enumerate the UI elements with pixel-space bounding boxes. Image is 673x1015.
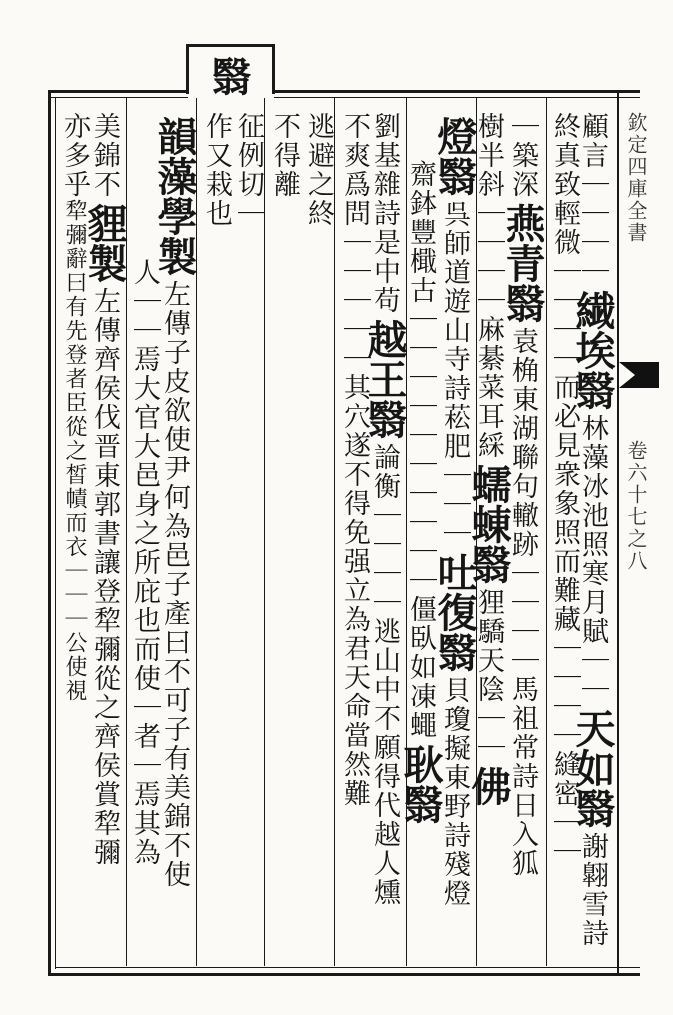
top-border-rule-thin: [48, 97, 188, 98]
gutter-left-rule: [617, 90, 619, 976]
body-text: 不得離: [269, 112, 300, 199]
fishtail-mark: [619, 362, 659, 388]
column-divider: [264, 98, 265, 966]
body-text: 樹半斜｜｜｜｜麻綦菜耳綵: [473, 112, 504, 460]
body-text: ｜築深: [507, 112, 538, 199]
text-column: [81, 112, 128, 867]
body-text: 亦多乎: [59, 112, 90, 199]
annotation-text: 犂彌辭曰有先登者臣從之皙幘而衣｜｜｜公使視: [62, 199, 87, 703]
head-box-right-edge: [272, 44, 275, 94]
body-text: 謝翺雪詩: [577, 832, 608, 948]
headword: 繊埃翳: [569, 290, 616, 410]
text-column: [548, 112, 578, 866]
text-column: [361, 112, 408, 907]
body-text: 袁桷東湖聯句轍跡｜｜｜｜馬祖常詩日入狐: [507, 327, 538, 878]
body-text: 美錦不: [89, 112, 120, 199]
headword: 佛: [465, 766, 512, 806]
text-column: [397, 160, 444, 828]
text-column: [268, 112, 298, 199]
gutter-book-title: 欽定四庫全書: [624, 112, 648, 244]
text-column: [151, 112, 198, 889]
body-text: 林藻冰池照寒月賦｜｜: [577, 414, 608, 704]
headword: 蠕蝀翳: [465, 464, 512, 584]
body-text: 作又栽也: [201, 112, 232, 228]
body-text: 貝瓊擬東野詩殘燈: [439, 676, 470, 908]
headword: 貍製: [81, 203, 128, 283]
headword: 韻藻學製: [151, 116, 198, 276]
body-text: 論衡｜｜｜｜逃山中不願得代越人燻: [369, 443, 400, 907]
head-box-left-edge: [186, 44, 189, 94]
body-text: 左傳齊侯伐晋東郭書讓登犂彌從之齊侯賞犂彌: [89, 287, 120, 867]
bottom-border-rule: [48, 973, 640, 976]
headword: 吐復翳: [431, 552, 478, 672]
body-text: 劉基雜詩是中苟: [369, 112, 400, 315]
bottom-border-rule-thin: [55, 967, 640, 968]
left-border-rule-thin: [55, 97, 56, 969]
body-text: 齋鉢豐檝古｜｜｜｜｜｜｜｜｜｜僵臥如凍蠅: [405, 160, 436, 740]
body-text: 不爽爲問｜｜｜｜｜其穴遂不得免强立為君天命當然難: [339, 112, 370, 808]
head-character: 翳: [205, 56, 252, 96]
text-column: [58, 112, 88, 703]
body-text: 人｜｜焉大官大邑身之所庇也而使｜者｜焉其為: [129, 258, 160, 867]
headword: 燕青翳: [499, 203, 546, 323]
headword: 耿翳: [397, 744, 444, 824]
headword: 天如翳: [569, 708, 616, 828]
top-border-rule: [48, 90, 188, 93]
text-column: [431, 112, 478, 908]
text-column: [128, 258, 158, 867]
body-text: 逃避之終: [303, 112, 334, 228]
top-border-rule-right: [274, 90, 640, 93]
text-column: [302, 112, 332, 228]
body-text: 顧言｜｜｜｜: [577, 112, 608, 286]
gutter-volume-number: 卷六十七之八: [624, 440, 648, 572]
left-border-rule: [48, 90, 51, 976]
body-text: 左傳子皮欲使尹何為邑子產曰不可子有美錦不使: [159, 280, 190, 889]
text-column: [338, 112, 368, 808]
head-box-top: [186, 44, 275, 47]
body-text: 終真致輕微｜｜｜｜而必見衆象照而難藏｜｜｜｜縫密｜｜: [549, 112, 580, 866]
body-text: 征例切｜: [233, 112, 264, 228]
text-column: [465, 112, 512, 810]
column-divider: [334, 98, 335, 966]
body-text: 狸驕天陰｜｜: [473, 588, 504, 762]
body-text: 呉師道遊山寺詩菘肥｜｜｜: [439, 200, 470, 548]
headword: 燈翳: [431, 116, 478, 196]
text-column: [232, 112, 262, 228]
headword: 越王翳: [361, 319, 408, 439]
text-column: [499, 112, 546, 878]
column-divider: [546, 98, 547, 966]
text-column: [200, 112, 230, 228]
text-column: [569, 112, 616, 948]
top-border-rule-right-thin: [274, 97, 640, 98]
